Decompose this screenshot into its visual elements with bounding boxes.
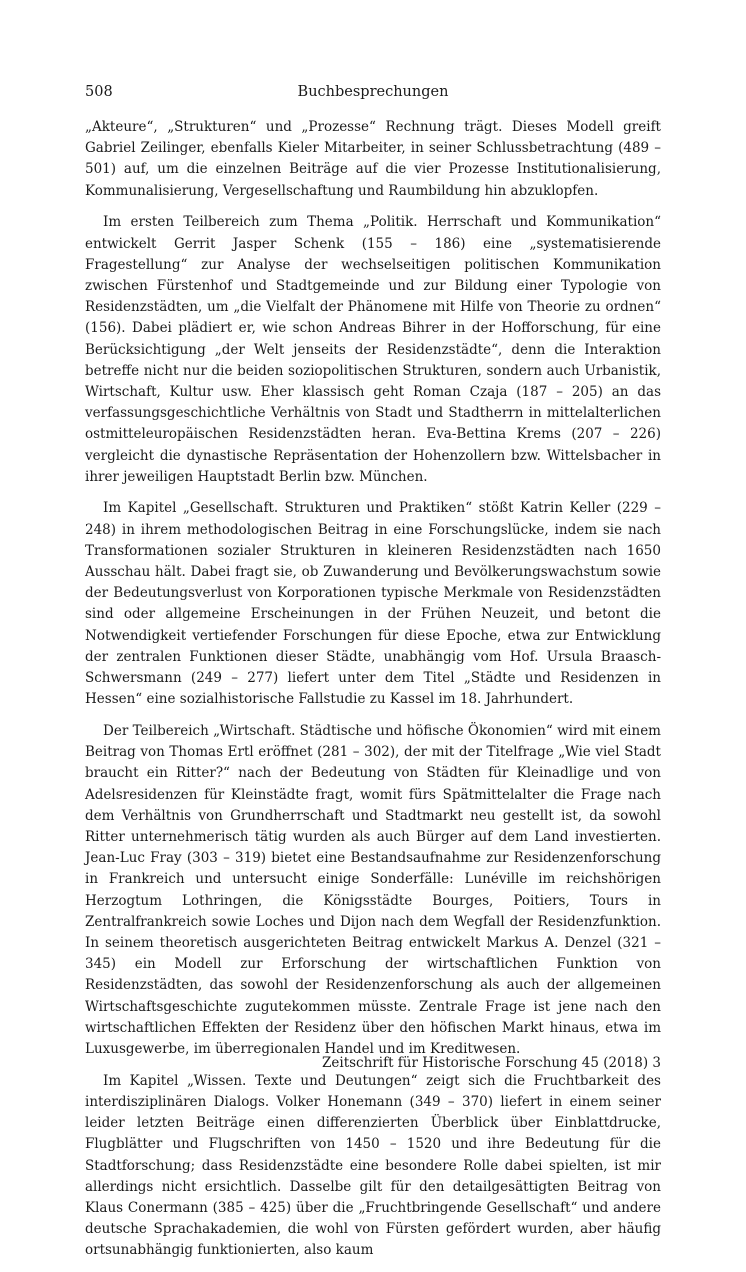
- paragraph-wirtschaft: Der Teilbereich „Wirtschaft. Städtische und höfische Ökonomien“ wird mit einem Beitrag von Thomas Ertl eröffnet (281 – 302), der mit der Titelfrage „Wie viel Stadt braucht ein Ritter?“ nach der Bedeutung von Städten für Kleinadlige und von Adelsresidenzen für Kleinstädte fragt, womit fürs Spätmittelalter die Frage nach dem Verhältnis von Grundherrschaft und Stadtmarkt neu gestellt ist, da sowohl Ritter unternehmerisch tätig wurden als auch Bürger auf dem Land investierten. Jean-Luc Fray (303 – 319) bietet eine Bestandsaufnahme zur Residenzenforschung in Frankreich und untersucht einige Sonderfälle: Lunéville im reichshörigen Herzogtum Lothringen, die Königsstädte Bourges, Poitiers, Tours in Zentralfrankreich sowie Loches und Dijon nach dem Wegfall der Residenzfunktion. In seinem theoretisch ausgerichteten Beitrag entwickelt Markus A. Denzel (321 – 345) ein Modell zur Erforschung der wirtschaftlichen Funktion von Residenzstädten, das sowohl der Residenzenforschung als auch der allgemeinen Wirtschaftsgeschichte zugutekommen müsste. Zentrale Frage ist jene nach den wirtschaftlichen Effekten der Residenz über den höfischen Markt hinaus, etwa im Luxusgewerbe, im überregionalen Handel und im Kreditwesen.: [85, 722, 661, 1058]
- paragraph-wissen: Im Kapitel „Wissen. Texte und Deutungen“ zeigt sich die Fruchtbarkeit des interdisziplinären Dialogs. Volker Honemann (349 – 370) liefert in einem seiner leider letzten Beiträge einen differenzierten Überblick über Einblattdrucke, Flugblätter und Flugschriften von 1450 – 1520 und ihre Bedeutung für die Stadtforschung; dass Residenzstädte eine besondere Rolle dabei spielten, ist mir allerdings nicht ersichtlich. Dasselbe gilt für den detailgesättigten Beitrag von Klaus Conermann (385 – 425) über die „Fruchtbringende Gesellschaft“ und andere deutsche Sprachakademien, die wohl von Fürsten gefördert wurden, aber häufig ortsunabhängig funktionierten, also kaum: [85, 1072, 661, 1259]
- article-body: [85, 117, 661, 1272]
- running-head: Buchbesprechungen: [297, 84, 449, 100]
- page-number: 508: [85, 84, 113, 100]
- page-header: [85, 82, 661, 104]
- paragraph-continuation: „Akteure“, „Strukturen“ und „Prozesse“ Rechnung trägt. Dieses Modell greift Gabriel Zeilinger, ebenfalls Kieler Mitarbeiter, in seiner Schlussbetrachtung (489 – 501) auf, um die einzelnen Beiträge auf die vier Prozesse Institutionalisierung, Kommunalisierung, Vergesellschaftung und Raumbildung hin abzuklopfen.: [85, 119, 661, 199]
- paragraph-gesellschaft: Im Kapitel „Gesellschaft. Strukturen und Praktiken“ stößt Katrin Keller (229 – 248) in ihrem methodologischen Beitrag in eine Forschungslücke, indem sie nach Transformationen sozialer Strukturen in kleineren Residenzstädten nach 1650 Ausschau hält. Dabei fragt sie, ob Zuwanderung und Bevölkerungswachstum sowie der Bedeutungsverlust von Korporationen typische Merkmale von Residenzstädten sind oder allgemeine Erscheinungen in der Frühen Neuzeit, und betont die Notwendigkeit vertiefender Forschungen für diese Epoche, etwa zur Entwicklung der zentralen Funktionen dieser Städte, unabhängig vom Hof. Ursula Braasch-Schwersmann (249 – 277) liefert unter dem Titel „Städte und Residenzen in Hessen“ eine sozialhistorische Fallstudie zu Kassel im 18. Jahrhundert.: [85, 500, 661, 708]
- journal-footer: Zeitschrift für Historische Forschung 45 (2018) 3: [322, 1055, 661, 1071]
- paragraph-politik: Im ersten Teilbereich zum Thema „Politik. Herrschaft und Kommunikation“ entwickelt Gerrit Jasper Schenk (155 – 186) eine „systematisierende Fragestellung“ zur Analyse der wechselseitigen politischen Kommunikation zwischen Fürstenhof und Stadtgemeinde und zur Bildung einer Typologie von Residenzstädten, um „die Vielfalt der Phänomene mit Hilfe von Theorie zu ordnen“ (156). Dabei plädiert er, wie schon Andreas Bihrer in der Hofforschung, für eine Berücksichtigung „der Welt jenseits der Residenzstädte“, denn die Interaktion betreffe nicht nur die beiden soziopolitischen Strukturen, sondern auch Urbanistik, Wirtschaft, Kultur usw. Eher klassisch geht Roman Czaja (187 – 205) an das verfassungsgeschichtliche Verhältnis von Stadt und Stadtherrn in mittelalterlichen ostmitteleuropäischen Residenzstädten heran. Eva-Bettina Krems (207 – 226) vergleicht die dynastische Repräsentation der Hohenzollern bzw. Wittelsbacher in ihrer jeweiligen Hauptstadt Berlin bzw. München.: [85, 214, 661, 485]
